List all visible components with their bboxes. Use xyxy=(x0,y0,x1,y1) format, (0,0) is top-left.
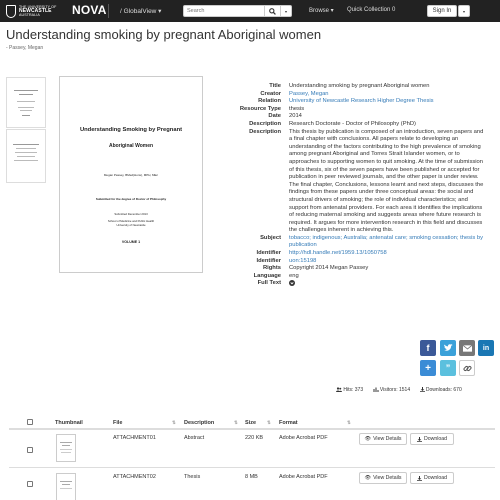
meta-label: Resource Type xyxy=(239,105,281,112)
fulltext-toggle[interactable] xyxy=(289,280,485,288)
file-header[interactable]: File xyxy=(113,420,123,426)
preview-date: Submitted December 2013 xyxy=(114,212,148,216)
author-line: - Passey, Megan xyxy=(6,45,44,51)
sort-icon[interactable]: ⇅ xyxy=(267,420,271,425)
search-icon xyxy=(269,8,276,15)
twitter-share-button[interactable] xyxy=(440,340,456,356)
download-button[interactable] xyxy=(410,472,454,484)
university-logo[interactable] xyxy=(6,3,68,19)
preview-author: Megan Passey, BMed(Hons), MPH, MEc xyxy=(103,173,159,177)
file-thumbnail[interactable] xyxy=(56,434,76,462)
meta-label: Relation xyxy=(258,98,281,105)
meta-row-identifier-1 xyxy=(222,250,492,258)
meta-row-date xyxy=(222,113,492,121)
hits-stat xyxy=(336,387,369,393)
envelope-icon xyxy=(463,345,472,352)
permalink-button[interactable] xyxy=(459,360,475,376)
sign-in-button[interactable]: Sign In xyxy=(427,5,457,17)
sort-icon[interactable]: ⇅ xyxy=(172,420,176,425)
row-checkbox[interactable] xyxy=(27,447,33,453)
meta-label: Language xyxy=(253,272,281,279)
logo-line2: NEWCASTLE xyxy=(19,8,52,14)
preview-university-line: University of Newcastle xyxy=(116,222,146,227)
caret-down-icon: ▾ xyxy=(284,8,287,14)
meta-label: Identifier xyxy=(256,257,281,264)
meta-label: Description xyxy=(249,128,281,135)
chevron-circle-down-icon xyxy=(289,280,295,286)
meta-label: Rights xyxy=(262,265,281,272)
visitors-count: Visitors: 1514 xyxy=(379,387,411,393)
item-statistics xyxy=(336,387,470,393)
logo-line3: AUSTRALIA xyxy=(19,13,40,17)
nova-brand[interactable]: NOVA xyxy=(72,3,107,17)
download-icon xyxy=(417,476,422,481)
page-title: Understanding smoking by pregnant Aboriginal women xyxy=(6,27,322,42)
meta-label: Subject xyxy=(260,234,281,241)
meta-row-description-1 xyxy=(222,121,492,129)
bar-chart-icon xyxy=(373,387,379,392)
meta-label: Date xyxy=(268,113,281,120)
browse-menu[interactable]: Browse ▾ xyxy=(309,8,334,14)
table-row xyxy=(9,469,495,500)
file-description: Abstract xyxy=(184,435,205,441)
visitors-stat xyxy=(373,387,416,393)
metadata-table xyxy=(222,83,492,289)
linkedin-icon: in xyxy=(482,344,490,352)
meta-row-subject xyxy=(222,235,492,250)
meta-title-value: Understanding smoking by pregnant Aboriginal women xyxy=(289,83,430,89)
caret-down-icon: ▾ xyxy=(462,8,465,14)
eye-icon: 👁 xyxy=(364,436,372,442)
quote-icon: ” xyxy=(445,363,451,373)
table-header xyxy=(9,416,495,430)
search-group xyxy=(183,5,292,17)
size-header[interactable]: Size xyxy=(245,420,257,426)
meta-label: Title xyxy=(269,83,281,89)
meta-row-title xyxy=(222,83,492,91)
meta-row-relation xyxy=(222,98,492,106)
view-details-label: View Details xyxy=(373,475,402,481)
file-size: 8 MB xyxy=(245,474,258,480)
crest-icon xyxy=(6,5,16,18)
file-name[interactable]: ATTACHMENT02 xyxy=(113,474,156,480)
document-preview[interactable] xyxy=(59,76,203,273)
page-thumbnail-1[interactable] xyxy=(6,77,46,128)
meta-row-identifier-2 xyxy=(222,258,492,266)
table-row xyxy=(9,430,495,468)
view-details-button[interactable] xyxy=(359,433,407,445)
hits-count: Hits: 373 xyxy=(343,387,364,393)
meta-label: Identifier xyxy=(256,250,281,257)
meta-abstract-value: This thesis by publication is composed of an introduction, seven papers and a final chapter with conclusions. All papers relate to developing an understanding of the factors contributing to the high prevalence of smoking among pregnant Aboriginal and Torres Strait Islander women, or to approaches to supporting women to quit smoking. At the time of submission of this thesis, six of the seven papers have been published or accepted for publication in peer reviewed journals, and the other paper is under review. The final chapter, Conclusions, lessons learnt and next steps, discusses the findings from these papers under three conceptual areas: the social and structural drivers of smoking; the role of individual characteristics; and support from antenatal providers. For each area it identifies the implications of reducing maternal smoking and suggests areas where future research is required. It argues for more intervention research in this field and discusses the challenges inherent in achieving this. xyxy=(289,128,484,234)
download-label: Download xyxy=(423,436,448,442)
meta-row-type xyxy=(222,106,492,114)
download-label: Download xyxy=(423,475,448,481)
sort-icon[interactable]: ⇅ xyxy=(234,420,238,425)
meta-rights-value: Copyright 2014 Megan Passey xyxy=(289,265,369,272)
downloads-stat xyxy=(420,387,466,393)
logo-line1: THE UNIVERSITY OF xyxy=(19,5,57,9)
format-header[interactable]: Format xyxy=(279,420,298,426)
meta-language-value: eng xyxy=(289,272,299,279)
meta-date-value: 2014 xyxy=(289,113,302,120)
eye-icon: 👁 xyxy=(364,475,372,481)
uon-identifier-link[interactable]: uon:15198 xyxy=(289,257,317,264)
search-button[interactable] xyxy=(265,5,281,17)
select-all-checkbox[interactable] xyxy=(27,419,33,425)
thumbnail-header: Thumbnail xyxy=(55,420,83,426)
cite-button[interactable] xyxy=(440,360,456,376)
download-icon xyxy=(420,387,425,392)
preview-volume: VOLUME 1 xyxy=(121,240,141,244)
meta-row-language xyxy=(222,273,492,281)
twitter-icon xyxy=(444,344,453,352)
description-header[interactable]: Description xyxy=(184,420,215,426)
linkedin-share-button[interactable] xyxy=(478,340,494,356)
preview-school xyxy=(60,220,202,227)
facebook-icon: f xyxy=(426,343,430,353)
quick-collection-link[interactable]: Quick Collection 0 xyxy=(347,7,396,13)
preview-degree: Submitted for the degree of Doctor of Philosophy xyxy=(95,197,167,201)
search-options-button[interactable] xyxy=(281,5,292,17)
sort-icon[interactable]: ⇅ xyxy=(347,420,351,425)
preview-school-line: School of Medicine and Public Health xyxy=(107,219,155,223)
row-checkbox[interactable] xyxy=(27,481,33,487)
downloads-count: Downloads: 670 xyxy=(425,387,462,393)
subject-links[interactable]: tobacco; indigenous; Australia; antenatal care; smoking cessation; thesis by publication xyxy=(289,234,483,249)
relation-link[interactable]: University of Newcastle Research Higher Degree Thesis xyxy=(289,98,434,105)
plus-icon: + xyxy=(425,362,431,374)
page-thumbnail-2[interactable] xyxy=(6,129,46,183)
meta-label: Full Text xyxy=(257,280,281,287)
link-icon xyxy=(463,364,472,373)
file-description: Thesis xyxy=(184,474,201,480)
search-input[interactable] xyxy=(183,5,265,17)
view-details-button[interactable] xyxy=(359,472,407,484)
download-button[interactable] xyxy=(410,433,454,445)
file-name[interactable]: ATTACHMENT01 xyxy=(113,435,156,441)
add-share-button[interactable] xyxy=(420,360,436,376)
meta-row-fulltext xyxy=(222,280,492,288)
navbar xyxy=(0,0,500,22)
creator-link[interactable]: Passey, Megan xyxy=(289,90,329,97)
sign-in-dropdown-button[interactable] xyxy=(458,5,470,17)
handle-link[interactable]: http://hdl.handle.net/1959.13/1050758 xyxy=(289,250,387,257)
globalview-menu[interactable]: / GlobalView ▾ xyxy=(120,8,162,15)
meta-type-value: thesis xyxy=(289,105,305,112)
file-size: 220 KB xyxy=(245,435,264,441)
navbar-divider xyxy=(108,4,109,18)
file-thumbnail[interactable] xyxy=(56,473,76,500)
meta-row-creator xyxy=(222,91,492,99)
preview-title: Understanding Smoking by Pregnant xyxy=(79,127,183,133)
meta-label: Creator xyxy=(260,90,281,97)
meta-row-rights xyxy=(222,265,492,273)
email-share-button[interactable] xyxy=(459,340,475,356)
users-icon xyxy=(336,387,342,392)
view-details-label: View Details xyxy=(373,436,402,442)
preview-subtitle: Aboriginal Women xyxy=(108,143,154,149)
file-format: Adobe Acrobat PDF xyxy=(279,474,328,480)
meta-row-description-2 xyxy=(222,129,492,235)
facebook-share-button[interactable] xyxy=(420,340,436,356)
meta-description-value: Research Doctorate - Doctor of Philosophy (PhD) xyxy=(289,120,416,127)
file-format: Adobe Acrobat PDF xyxy=(279,435,328,441)
meta-label: Description xyxy=(249,120,281,127)
download-icon xyxy=(417,437,422,442)
